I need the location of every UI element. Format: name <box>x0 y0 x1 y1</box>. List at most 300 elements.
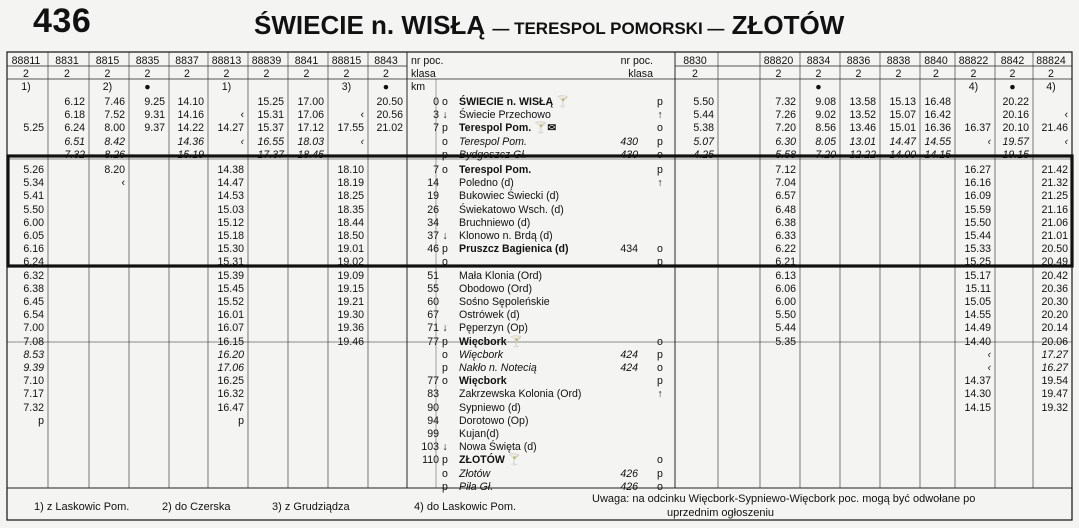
train-class: 2 <box>775 68 782 80</box>
train-number: 8842 <box>1000 55 1025 67</box>
departure-time: 6.38 <box>23 282 44 295</box>
departure-time: ‹ <box>987 362 991 374</box>
train-class: 2 <box>303 68 310 80</box>
station-km: 71 <box>427 322 439 335</box>
departure-time: 14.55 <box>924 135 951 148</box>
departure-time: ‹ <box>987 348 991 361</box>
departure-time: 6.54 <box>23 309 44 322</box>
departure-time: 19.02 <box>337 256 364 269</box>
remark-line-1: Uwaga: na odcinku Więcbork-Sypniewo-Więcbork poc. mogą być odwołane po <box>592 493 976 505</box>
station-name: Bukowiec Świecki (d) <box>459 190 560 203</box>
station-name: Pęperzyn (Op) <box>459 322 528 335</box>
departure-time: 8.53 <box>23 348 44 361</box>
station-name: Kujan(d) <box>459 428 500 440</box>
train-class: 2 <box>144 68 151 80</box>
departure-time: ‹ <box>360 135 364 148</box>
station-km: 3 <box>433 109 439 122</box>
departure-time: 19.36 <box>337 322 364 335</box>
train-note: ● <box>144 81 151 93</box>
departure-time: 5.50 <box>775 309 796 322</box>
departure-time: 15.12 <box>217 216 244 229</box>
departure-time: 20.56 <box>376 109 403 122</box>
station-mark: o <box>442 96 448 108</box>
station-name: Klonowo n. Brdą (d) <box>459 230 553 242</box>
station-km: 67 <box>427 309 439 322</box>
departure-time: 8.56 <box>815 122 836 135</box>
departure-time: 7.32 <box>64 148 85 161</box>
departure-time: 8.05 <box>815 135 836 148</box>
train-note: ● <box>1009 81 1016 93</box>
departure-time: 15.13 <box>889 96 916 108</box>
station-mark: ↓ <box>442 441 448 454</box>
station-name: Obodowo (Ord) <box>459 282 533 295</box>
departure-time: 13.52 <box>849 109 876 122</box>
departure-time: 20.16 <box>1002 109 1029 122</box>
station-head-label: nr poc. <box>620 55 653 67</box>
departure-time: 7.04 <box>775 177 796 190</box>
train-number: 88824 <box>1036 55 1066 67</box>
station-km: 7 <box>433 164 439 176</box>
route-sep-2: — <box>702 19 725 38</box>
departure-time: 15.45 <box>217 282 244 295</box>
departure-time: 16.09 <box>964 190 991 203</box>
departure-time: 15.33 <box>964 243 991 256</box>
station-km: 77 <box>427 335 439 348</box>
departure-time: 14.30 <box>964 388 991 401</box>
departure-time: 14.27 <box>217 122 244 135</box>
departure-time: 17.12 <box>297 122 324 135</box>
departure-time: 6.30 <box>775 135 796 148</box>
departure-time: 14.36 <box>177 135 204 148</box>
footnote-2: 2) do Czerska <box>162 501 231 513</box>
departure-time: ‹ <box>1064 135 1068 148</box>
departure-time: 20.20 <box>1041 309 1068 322</box>
departure-time: 20.10 <box>1002 122 1029 135</box>
departure-time: 18.35 <box>337 203 364 216</box>
station-name: Poledno (d) <box>459 177 514 190</box>
station-mark: ↓ <box>442 109 448 122</box>
station-km: 94 <box>427 414 439 427</box>
train-number: 8831 <box>55 55 79 67</box>
station-mark-right: o <box>657 122 663 135</box>
departure-time: 21.42 <box>1041 164 1068 176</box>
station-name: Świekatowo Wsch. (d) <box>459 203 564 216</box>
station-mark: o <box>442 348 448 361</box>
train-class: 2 <box>23 68 29 80</box>
departure-time: 7.08 <box>23 335 44 348</box>
train-number: 8835 <box>135 55 160 67</box>
departure-time: 20.22 <box>1002 96 1029 108</box>
train-class: 2 <box>970 68 977 80</box>
departure-time: 16.32 <box>217 388 244 401</box>
departure-time: 8.20 <box>104 164 125 176</box>
connection-table-ref: 430 <box>620 148 638 161</box>
train-note: 3) <box>341 81 352 93</box>
departure-time: 16.27 <box>964 164 991 176</box>
departure-time: 15.31 <box>257 109 284 122</box>
departure-time: 7.10 <box>23 375 44 388</box>
departure-time: 14.15 <box>964 401 991 414</box>
station-name: Więcbork <box>459 375 507 388</box>
departure-time: ‹ <box>240 109 244 122</box>
station-name: Sośno Sępoleńskie <box>459 296 550 308</box>
train-class: 2 <box>1048 68 1054 80</box>
departure-time: 6.21 <box>775 256 796 269</box>
departure-time: 19.54 <box>1041 375 1068 388</box>
departure-time: 16.27 <box>1041 362 1068 374</box>
departure-time: 7.20 <box>815 148 836 161</box>
station-name: Złotów <box>459 467 491 480</box>
departure-time: 6.32 <box>23 269 44 282</box>
departure-time: 8.26 <box>104 148 125 161</box>
departure-time: 20.30 <box>1041 296 1068 308</box>
train-class: 2 <box>815 68 822 80</box>
departure-time: 6.22 <box>775 243 796 256</box>
station-km: 7 <box>433 122 439 135</box>
departure-time: 19.09 <box>337 269 364 282</box>
departure-time: 12.22 <box>849 148 876 161</box>
remark-line-2: uprzednim ogłoszeniu <box>667 507 775 519</box>
departure-time: 5.35 <box>775 335 796 348</box>
departure-time: 16.15 <box>217 335 244 348</box>
station-mark-right: o <box>657 480 663 493</box>
departure-time: 18.19 <box>337 177 364 190</box>
station-km: 0 <box>433 96 439 108</box>
departure-time: 21.02 <box>376 122 403 135</box>
departure-time: 19.47 <box>1041 388 1068 401</box>
departure-time: 20.36 <box>1041 282 1068 295</box>
station-name: ŚWIECIE n. WISŁĄ 🍸 <box>459 96 570 108</box>
train-note: ● <box>382 81 390 93</box>
departure-time: 15.37 <box>257 122 284 135</box>
footnote-3: 3) z Grudziądza <box>272 501 350 513</box>
departure-time: 6.18 <box>64 109 85 122</box>
departure-time: 17.55 <box>337 122 364 135</box>
departure-time: 6.00 <box>775 296 796 308</box>
connection-table-ref: 426 <box>620 467 638 480</box>
departure-time: 21.16 <box>1041 203 1068 216</box>
station-mark-right: p <box>657 164 663 176</box>
departure-time: 17.37 <box>257 148 284 161</box>
departure-time: 7.32 <box>23 401 44 414</box>
departure-time: 21.25 <box>1041 190 1068 203</box>
departure-time: 16.37 <box>964 122 991 135</box>
departure-time: 6.51 <box>64 135 85 148</box>
station-km: 99 <box>427 428 439 440</box>
departure-time: 15.07 <box>889 109 916 122</box>
departure-time: 15.50 <box>964 216 991 229</box>
station-km: 46 <box>427 243 439 256</box>
departure-time: 5.44 <box>693 109 714 122</box>
station-name: Piła Gł. <box>459 480 494 493</box>
departure-time: 6.00 <box>23 216 44 229</box>
departure-time: 20.42 <box>1041 269 1068 282</box>
departure-time: 16.36 <box>924 122 951 135</box>
train-class: 2 <box>343 68 350 80</box>
departure-time: 14.22 <box>177 122 204 135</box>
train-number: 8834 <box>806 55 831 67</box>
train-note: ● <box>815 81 822 93</box>
departure-time: 14.16 <box>177 109 204 122</box>
station-mark: p <box>442 122 448 135</box>
station-km: 37 <box>427 230 439 242</box>
departure-time: 19.32 <box>1041 401 1068 414</box>
station-name: Bydgoszcz Gł. <box>459 148 527 161</box>
departure-time: 5.38 <box>693 122 714 135</box>
train-number: 8815 <box>95 55 120 67</box>
departure-time: 17.06 <box>217 362 244 374</box>
station-mark: o <box>442 135 448 148</box>
station-mark-right: p <box>657 467 663 480</box>
station-name: Terespol Pom. 🍸✉ <box>459 122 557 135</box>
departure-time: 7.32 <box>775 96 796 108</box>
departure-time: 21.01 <box>1041 230 1068 242</box>
departure-time: 15.39 <box>217 269 244 282</box>
departure-time: ‹ <box>240 135 244 148</box>
station-head-label: klasa <box>411 68 436 80</box>
departure-time: 6.48 <box>775 203 796 216</box>
departure-time: 15.03 <box>217 203 244 216</box>
footnote-4: 4) do Laskowic Pom. <box>414 501 517 513</box>
train-class: 2 <box>895 68 902 80</box>
train-class: 2 <box>223 68 230 80</box>
departure-time: 9.39 <box>23 362 44 374</box>
departure-time: 5.26 <box>23 164 44 176</box>
departure-time: 13.46 <box>849 122 876 135</box>
departure-time: 17.27 <box>1041 348 1068 361</box>
departure-time: 5.34 <box>23 177 44 190</box>
departure-time: 6.24 <box>64 122 85 135</box>
station-name: ZŁOTÓW 🍸 <box>459 454 522 467</box>
departure-time: 17.06 <box>297 109 324 122</box>
station-mark: ↓ <box>442 322 448 335</box>
departure-time: 14.15 <box>924 148 951 161</box>
train-note: 1) <box>21 81 31 93</box>
departure-time: 13.58 <box>849 96 876 108</box>
departure-time: 15.59 <box>964 203 991 216</box>
departure-time: 9.31 <box>144 109 165 122</box>
connection-table-ref: 430 <box>620 135 638 148</box>
train-note: 4) <box>968 81 979 93</box>
departure-time: 16.20 <box>217 348 244 361</box>
train-class: 2 <box>692 68 698 80</box>
departure-time: 4.25 <box>693 148 714 161</box>
train-note: 1) <box>221 81 232 93</box>
departure-time: 15.31 <box>217 256 244 269</box>
train-number: 88839 <box>251 55 282 67</box>
departure-time: 15.05 <box>964 296 991 308</box>
train-number: 88815 <box>331 55 362 67</box>
departure-time: 6.12 <box>64 96 85 108</box>
departure-time: 21.46 <box>1041 122 1068 135</box>
station-km: 103 <box>421 441 439 454</box>
departure-time: 7.12 <box>775 164 796 176</box>
station-name: Świecie Przechowo <box>459 109 551 122</box>
station-km: 90 <box>427 401 439 414</box>
departure-time: 7.52 <box>104 109 125 122</box>
station-name: Zakrzewska Kolonia (Ord) <box>459 388 582 401</box>
departure-time: 8.42 <box>104 135 125 148</box>
station-mark: ↓ <box>442 230 448 242</box>
departure-time: 7.00 <box>23 322 44 335</box>
departure-time: 16.42 <box>924 109 951 122</box>
station-name: Sypniewo (d) <box>459 401 521 414</box>
table-number: 436 <box>33 2 92 40</box>
station-km: 83 <box>427 388 439 401</box>
station-mark-right: p <box>657 96 663 108</box>
train-number: 8841 <box>294 55 319 67</box>
station-mark-right: p <box>657 256 663 269</box>
train-number: 8843 <box>374 55 398 67</box>
departure-time: 14.53 <box>217 190 244 203</box>
departure-time: 5.07 <box>693 135 714 148</box>
departure-time: 15.25 <box>964 256 991 269</box>
departure-time: 14.47 <box>889 135 916 148</box>
station-mark-right: p <box>657 375 663 388</box>
departure-time: ‹ <box>987 135 991 148</box>
station-mark: o <box>442 375 448 388</box>
departure-time: 6.38 <box>775 216 796 229</box>
departure-time: 16.07 <box>217 322 244 335</box>
departure-time: 19.15 <box>1002 148 1029 161</box>
departure-time: 13.01 <box>849 135 876 148</box>
departure-time: 6.06 <box>775 282 796 295</box>
departure-time: ‹ <box>1064 109 1068 122</box>
route-to: ZŁOTÓW <box>731 10 845 40</box>
departure-time: 14.49 <box>964 322 991 335</box>
route-from: ŚWIECIE n. WISŁĄ <box>254 10 486 40</box>
departure-time: 16.47 <box>217 401 244 414</box>
departure-time: 19.15 <box>337 282 364 295</box>
station-name: Bruchniewo (d) <box>459 216 531 229</box>
train-number: 8840 <box>924 55 948 67</box>
station-mark: o <box>442 164 448 176</box>
departure-time: 14.10 <box>177 96 204 108</box>
station-km: 34 <box>427 216 439 229</box>
departure-time: 18.10 <box>337 164 364 176</box>
departure-time: 15.19 <box>177 148 204 161</box>
departure-time: 15.52 <box>217 296 244 308</box>
departure-time: 19.21 <box>337 296 364 308</box>
station-mark: p <box>442 454 448 467</box>
departure-time: 15.11 <box>965 282 991 295</box>
departure-time: p <box>38 414 44 427</box>
departure-time: 14.55 <box>964 309 991 322</box>
train-number: 88820 <box>763 55 794 67</box>
departure-time: 5.41 <box>23 190 44 203</box>
departure-time: 5.50 <box>693 96 714 108</box>
departure-time: 19.57 <box>1002 135 1029 148</box>
departure-time: 18.25 <box>337 190 364 203</box>
departure-time: 9.02 <box>815 109 836 122</box>
departure-time: 19.46 <box>337 335 364 348</box>
train-number: 8830 <box>683 55 707 67</box>
departure-time: 20.50 <box>376 96 403 108</box>
departure-time: 16.48 <box>924 96 951 108</box>
departure-time: 7.20 <box>775 122 796 135</box>
departure-time: 14.47 <box>217 177 244 190</box>
station-mark: p <box>442 243 448 256</box>
departure-time: 18.44 <box>337 216 364 229</box>
departure-time: 6.13 <box>775 269 796 282</box>
connection-table-ref: 426 <box>620 480 638 493</box>
departure-time: 15.25 <box>257 96 284 108</box>
departure-time: 9.37 <box>144 122 165 135</box>
station-mark: o <box>442 467 448 480</box>
train-class: 2 <box>104 68 111 80</box>
train-note: 4) <box>1046 81 1056 93</box>
connection-table-ref: 434 <box>620 243 638 256</box>
departure-time: 20.49 <box>1041 256 1068 269</box>
station-mark-right: o <box>657 243 663 256</box>
train-number: 8837 <box>175 55 199 67</box>
station-name: Terespol Pom. <box>459 135 527 148</box>
station-km: 14 <box>427 177 439 190</box>
route-sep-1: — <box>492 19 515 38</box>
departure-time: 15.30 <box>217 243 244 256</box>
station-mark-right: ↑ <box>657 109 663 122</box>
station-name: Pruszcz Bagienica (d) <box>459 243 569 256</box>
departure-time: 6.33 <box>775 230 796 242</box>
departure-time: p <box>238 414 244 427</box>
departure-time: 7.46 <box>104 96 125 108</box>
train-class: 2 <box>383 68 389 80</box>
departure-time: 5.50 <box>23 203 44 216</box>
station-name: Więcbork 🍸 <box>459 335 523 348</box>
departure-time: 16.55 <box>257 135 284 148</box>
departure-time: 21.06 <box>1041 216 1068 229</box>
station-head-label: nr poc. <box>411 55 444 67</box>
route-mid: TERESPOL POMORSKI <box>514 19 703 38</box>
train-number: 88813 <box>211 55 242 67</box>
departure-time: 18.03 <box>297 135 324 148</box>
departure-time: 5.58 <box>775 148 796 161</box>
departure-time: 8.00 <box>104 122 125 135</box>
station-mark-right: ↑ <box>657 177 663 190</box>
departure-time: ‹ <box>360 109 364 122</box>
station-mark-right: p <box>657 348 663 361</box>
station-km: 26 <box>427 203 439 216</box>
departure-time: 7.26 <box>775 109 796 122</box>
train-class: 2 <box>933 68 939 80</box>
train-number: 8836 <box>846 55 871 67</box>
station-name: Więcbork <box>459 348 504 361</box>
departure-time: 17.00 <box>297 96 324 108</box>
train-note: 2) <box>102 81 113 93</box>
departure-time: 6.05 <box>23 230 44 242</box>
departure-time: 19.01 <box>337 243 364 256</box>
station-head-label: klasa <box>628 68 653 80</box>
departure-time: 6.24 <box>23 256 44 269</box>
station-km: 55 <box>427 282 439 295</box>
departure-time: 5.25 <box>23 122 44 135</box>
departure-time: 9.25 <box>144 96 165 108</box>
station-mark-right: o <box>657 454 663 467</box>
train-class: 2 <box>184 68 190 80</box>
station-mark-right: ↑ <box>657 388 663 401</box>
station-mark-right: o <box>657 362 663 374</box>
station-name: Nowa Święta (d) <box>459 441 537 454</box>
departure-time: 15.01 <box>889 122 916 135</box>
station-mark-right: p <box>657 135 663 148</box>
km-head: km <box>411 81 426 93</box>
station-km: 51 <box>427 269 439 282</box>
station-mark-right: o <box>657 148 663 161</box>
departure-time: 20.50 <box>1041 243 1068 256</box>
train-number: 88822 <box>958 55 989 67</box>
departure-time: 16.25 <box>217 375 244 388</box>
footnote-1: 1) z Laskowic Pom. <box>34 501 130 513</box>
